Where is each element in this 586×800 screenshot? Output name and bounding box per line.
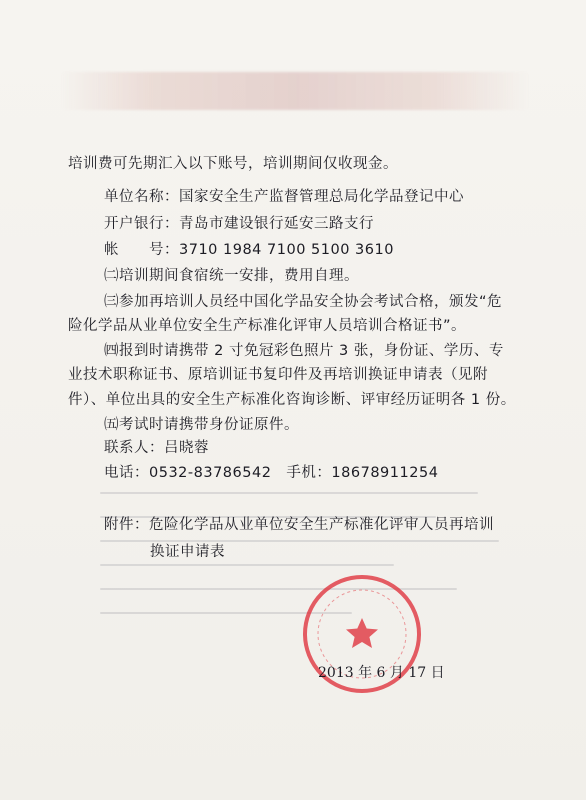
intro-text: 培训费可先期汇入以下账号，培训期间仅收现金。: [68, 156, 398, 172]
item-4-line-3: 件）、单位出具的安全生产标准化咨询诊断、评审经历证明各 1 份。: [68, 392, 516, 408]
bleed-through-header: [60, 72, 530, 110]
item-5: ㈤考试时请携带身份证原件。: [104, 417, 299, 433]
item-3-line-1: ㈢参加再培训人员经中国化学品安全协会考试合格，颁发“危: [104, 294, 503, 310]
item-4-line-1: ㈣报到时请携带 2 寸免冠彩色照片 3 张，身份证、学历、专: [104, 343, 504, 359]
attachment-line-1: 附件：危险化学品从业单位安全生产标准化评审人员再培训: [104, 517, 494, 533]
bank-line: 开户银行：青岛市建设银行延安三路支行: [104, 216, 374, 232]
item-3-line-2: 险化学品从业单位安全生产标准化评审人员培训合格证书”。: [68, 318, 467, 334]
account-line: 帐 号：3710 1984 7100 5100 3610: [104, 242, 394, 258]
phone-line: 电话：0532-83786542 手机：18678911254: [104, 465, 439, 481]
contact-line: 联系人：吕晓蓉: [104, 440, 209, 456]
item-4-line-2: 业技术职称证书、原培训证书复印件及再培训换证申请表（见附: [68, 367, 488, 383]
item-2: ㈡培训期间食宿统一安排，费用自理。: [104, 268, 359, 284]
unit-name-line: 单位名称：国家安全生产监督管理总局化学品登记中心: [104, 189, 464, 205]
attachment-line-2: 换证申请表: [150, 544, 225, 560]
issue-date: 2013 年 6 月 17 日: [318, 665, 445, 681]
